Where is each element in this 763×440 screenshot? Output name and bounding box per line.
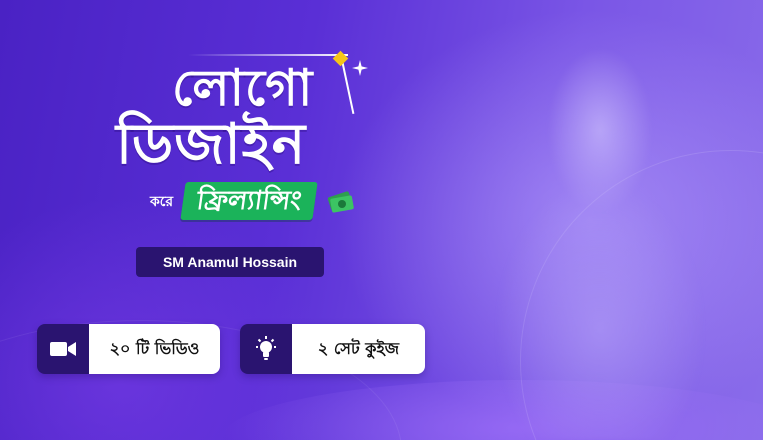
video-count-pill <box>37 324 220 374</box>
freelancing-badge: ফ্রিল্যান্সিং <box>180 182 318 220</box>
video-count-label: ২০ টি ভিডিও <box>89 324 220 374</box>
quiz-icon-box <box>240 324 292 374</box>
kite-icon <box>330 48 352 70</box>
instructor-name-badge: SM Anamul Hossain <box>136 247 324 277</box>
quiz-count-label: ২ সেট কুইজ <box>292 324 425 374</box>
video-camera-icon <box>50 340 76 358</box>
money-icon <box>326 188 356 216</box>
sparkle-icon <box>352 60 368 76</box>
lightbulb-icon <box>254 336 278 362</box>
course-subtitle-prefix: করে <box>150 194 174 210</box>
title-decoration-line <box>188 54 348 56</box>
quiz-count-pill <box>240 324 425 374</box>
blurred-instructor-photo <box>470 20 730 440</box>
course-title-line-1: লোগো <box>172 59 314 117</box>
video-icon-box <box>37 324 89 374</box>
course-title-line-2: ডিজাইন <box>116 112 307 177</box>
